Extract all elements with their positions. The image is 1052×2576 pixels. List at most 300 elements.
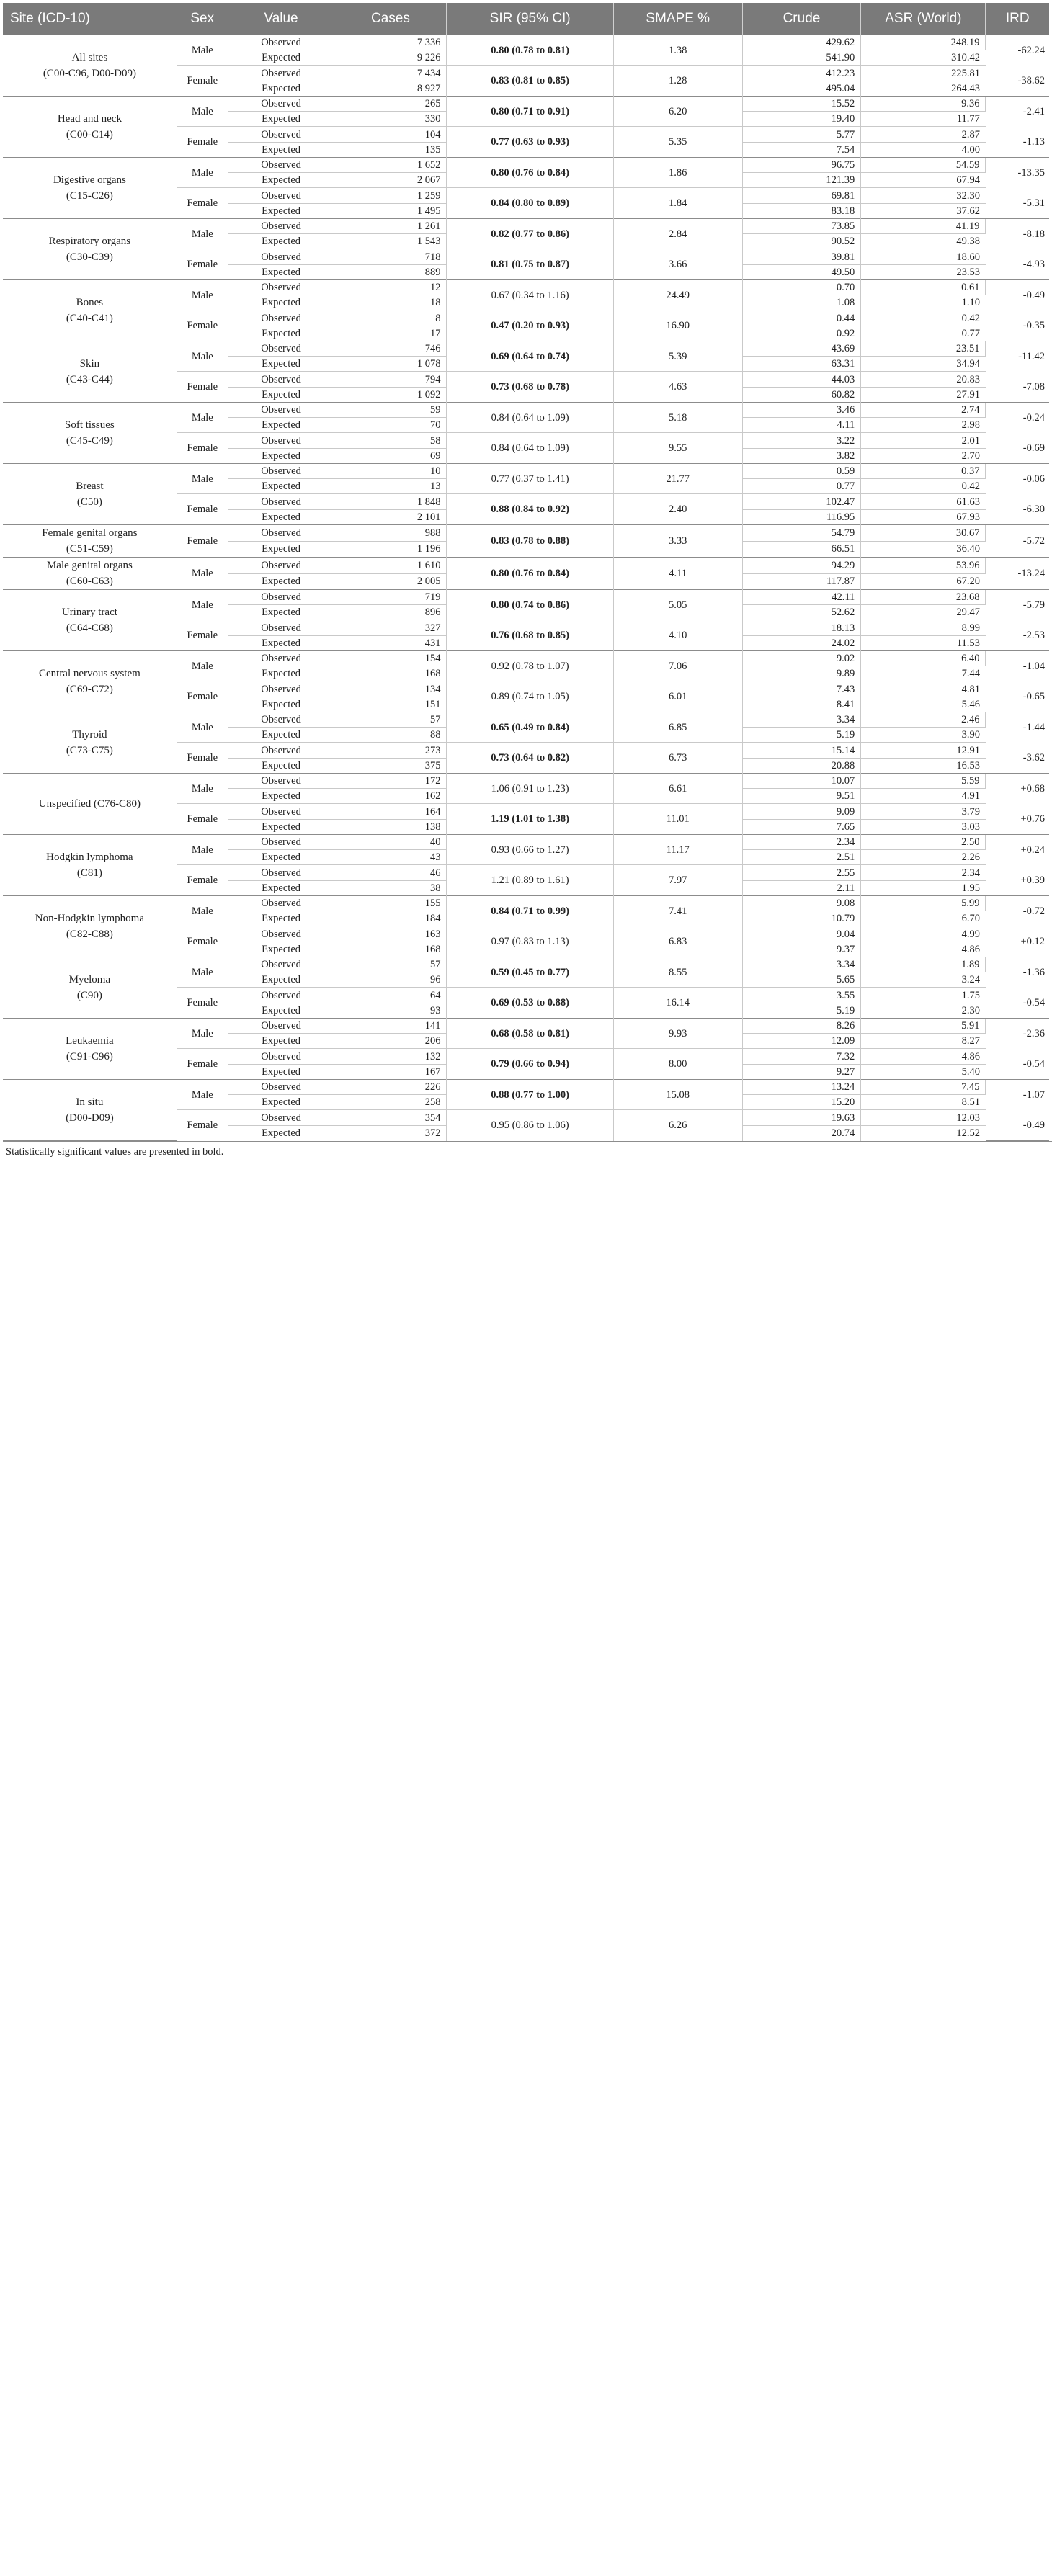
crude-expected: 2.51 [742,850,861,865]
cases-expected: 1 543 [334,234,447,249]
sex-cell: Female [177,1049,228,1080]
cases-observed: 155 [334,896,447,911]
sir-cell: 0.73 (0.64 to 0.82) [447,743,613,774]
ird-cell [986,896,1049,957]
crude-observed: 3.55 [742,988,861,1003]
cases-expected: 1 196 [334,541,447,558]
value-label: Expected [228,758,334,773]
table-row [3,590,1049,605]
crude-observed: 3.22 [742,433,861,448]
ird-value: -4.93 [1022,259,1045,270]
smape-cell: 7.97 [613,865,742,896]
crude-expected: 90.52 [742,234,861,249]
table-row [3,35,1049,50]
crude-expected: 9.51 [742,789,861,804]
crude-observed: 7.43 [742,681,861,697]
smape-cell: 6.20 [613,97,742,127]
crude-observed: 7.32 [742,1049,861,1064]
value-label: Observed [228,1080,334,1095]
cases-observed: 1 610 [334,558,447,574]
ird-cell [986,219,1049,280]
cases-observed: 10 [334,464,447,479]
crude-expected: 5.19 [742,728,861,743]
cases-observed: 134 [334,681,447,697]
asr-expected: 16.53 [956,759,980,772]
ird-value: -0.72 [1022,905,1045,917]
site-name: Soft tissues [65,419,115,431]
value-label: Expected [228,326,334,341]
sex-cell: Female [177,926,228,957]
sex-cell: Female [177,988,228,1019]
value-label: Expected [228,142,334,157]
site-code: (C43-C44) [66,374,113,385]
crude-expected: 495.04 [742,81,861,96]
cases-expected: 96 [334,972,447,988]
asr-observed: 2.74 [861,403,986,418]
cases-expected: 2 005 [334,573,447,590]
crude-expected: 7.65 [742,819,861,834]
asr-observed: 2.87 [861,127,986,142]
cases-expected: 1 495 [334,203,447,218]
asr-expected: 67.94 [956,174,980,187]
smape-cell: 9.55 [613,433,742,464]
crude-expected: 5.19 [742,1003,861,1018]
ird-value: -62.24 [1017,45,1045,56]
asr-observed: 12.03 [861,1110,986,1126]
value-label: Observed [228,558,334,574]
value-label: Observed [228,219,334,234]
sir-cell: 0.59 (0.45 to 0.77) [447,957,613,988]
asr-observed: 0.37 [861,464,986,479]
sir-cell: 0.65 (0.49 to 0.84) [447,712,613,743]
crude-observed: 412.23 [742,66,861,81]
crude-observed: 9.09 [742,804,861,819]
crude-observed: 9.02 [742,651,861,666]
value-label: Expected [228,50,334,66]
sir-cell: 0.88 (0.84 to 0.92) [447,494,613,525]
sir-cell: 1.06 (0.91 to 1.23) [447,774,613,804]
asr-observed: 54.59 [861,158,986,173]
crude-expected: 63.31 [742,357,861,372]
table-row [3,1019,1049,1034]
cases-expected: 69 [334,448,447,463]
cases-expected: 13 [334,479,447,494]
ird-value: -0.54 [1022,1058,1045,1070]
asr-observed: 248.19 [861,35,986,50]
asr-expected: 2.70 [961,450,980,462]
cases-observed: 719 [334,590,447,605]
table-row [3,97,1049,112]
cases-expected: 168 [334,942,447,957]
smape-cell: 11.17 [613,835,742,865]
crude-expected: 117.87 [742,573,861,590]
value-label: Expected [228,911,334,926]
value-label: Observed [228,865,334,880]
asr-observed: 7.45 [861,1080,986,1095]
sex-cell: Female [177,865,228,896]
sex-cell: Female [177,620,228,651]
value-label: Observed [228,188,334,203]
sex-cell: Female [177,494,228,525]
smape-cell: 2.84 [613,219,742,249]
asr-expected: 11.77 [956,113,980,125]
value-label: Observed [228,681,334,697]
site-cell [3,341,177,403]
cases-observed: 1 261 [334,219,447,234]
site-cell [3,97,177,158]
ird-cell [986,1080,1049,1141]
value-label: Observed [228,127,334,142]
ird-value: -0.54 [1022,997,1045,1009]
value-label: Observed [228,310,334,326]
cases-expected: 896 [334,605,447,620]
crude-observed: 19.63 [742,1110,861,1126]
sir-cell: 0.68 (0.58 to 0.81) [447,1019,613,1049]
asr-expected: 34.94 [956,358,980,370]
sir-cell: 1.21 (0.89 to 1.61) [447,865,613,896]
crude-observed: 0.44 [742,310,861,326]
asr-expected: 2.30 [961,1004,980,1016]
value-label: Observed [228,804,334,819]
ird-cell [986,158,1049,219]
value-label: Observed [228,372,334,387]
smape-cell: 5.39 [613,341,742,372]
site-cell [3,35,177,97]
ird-cell [986,280,1049,341]
value-label: Expected [228,112,334,127]
smape-cell: 24.49 [613,280,742,310]
site-code: (C64-C68) [66,622,113,634]
site-code: (C00-C14) [66,129,113,140]
header-sir: SIR (95% CI) [447,3,613,35]
smape-cell: 3.33 [613,525,742,558]
cases-observed: 746 [334,341,447,357]
table-row [3,957,1049,972]
smape-cell: 6.83 [613,926,742,957]
asr-expected: 67.20 [956,576,980,588]
value-label: Observed [228,590,334,605]
ird-value: -11.42 [1018,351,1045,362]
header-ird: IRD [986,3,1049,35]
cases-observed: 57 [334,957,447,972]
header-crude: Crude [742,3,861,35]
site-name: Hodgkin lymphoma [46,851,133,863]
asr-expected: 4.00 [961,143,980,156]
cases-expected: 93 [334,1003,447,1018]
sir-cell: 0.77 (0.63 to 0.93) [447,127,613,158]
site-name: Male genital organs [46,560,133,571]
site-code: (C81) [76,867,102,879]
table-row [3,774,1049,789]
ird-value: -1.36 [1022,967,1045,978]
table-row [3,280,1049,295]
value-label: Observed [228,896,334,911]
site-code: (C40-C41) [66,313,113,324]
smape-cell: 4.11 [613,558,742,590]
asr-expected: 0.42 [961,480,980,493]
ird-value: -13.35 [1017,167,1045,179]
crude-expected: 9.37 [742,942,861,957]
cases-observed: 40 [334,835,447,850]
crude-observed: 73.85 [742,219,861,234]
smape-cell: 15.08 [613,1080,742,1110]
smape-cell: 5.35 [613,127,742,158]
cases-expected: 2 101 [334,509,447,524]
ird-value: -8.18 [1022,228,1045,240]
asr-observed: 61.63 [861,494,986,509]
value-label: Expected [228,789,334,804]
crude-expected: 1.08 [742,295,861,310]
ird-value: -5.72 [1022,535,1045,547]
crude-expected: 20.88 [742,758,861,773]
crude-observed: 15.52 [742,97,861,112]
value-label: Observed [228,774,334,789]
cases-expected: 135 [334,142,447,157]
sex-cell: Male [177,1019,228,1049]
ird-cell [986,464,1049,525]
cases-observed: 46 [334,865,447,880]
table-row [3,1080,1049,1095]
sex-cell: Female [177,372,228,403]
table-row [3,712,1049,728]
sir-cell: 0.84 (0.80 to 0.89) [447,188,613,219]
crude-observed: 96.75 [742,158,861,173]
value-label: Observed [228,66,334,81]
asr-observed: 53.96 [861,558,986,574]
cases-expected: 372 [334,1126,447,1141]
asr-observed: 5.91 [861,1019,986,1034]
asr-observed: 1.89 [861,957,986,972]
cases-expected: 2 067 [334,173,447,188]
value-label: Expected [228,1126,334,1141]
smape-cell: 2.40 [613,494,742,525]
cases-expected: 43 [334,850,447,865]
crude-observed: 54.79 [742,525,861,542]
sir-cell: 0.79 (0.66 to 0.94) [447,1049,613,1080]
value-label: Expected [228,264,334,279]
asr-observed: 5.59 [861,774,986,789]
value-label: Expected [228,1095,334,1110]
sex-cell: Female [177,310,228,341]
asr-observed: 225.81 [861,66,986,81]
crude-observed: 2.55 [742,865,861,880]
value-label: Expected [228,418,334,433]
crude-observed: 3.46 [742,403,861,418]
asr-expected: 7.44 [961,668,980,680]
smape-cell: 11.01 [613,804,742,835]
ird-value: -1.13 [1022,136,1045,148]
cases-expected: 9 226 [334,50,447,66]
value-label: Expected [228,448,334,463]
crude-observed: 3.34 [742,957,861,972]
asr-expected: 8.51 [961,1096,980,1109]
sex-cell: Female [177,249,228,280]
value-label: Expected [228,605,334,620]
asr-expected: 3.90 [961,729,980,741]
sex-cell: Female [177,127,228,158]
site-cell [3,464,177,525]
asr-expected: 67.93 [956,511,980,523]
site-code: (C50) [76,496,102,508]
site-code: (C00-C96, D00-D09) [43,68,136,79]
asr-observed: 4.86 [861,1049,986,1064]
value-label: Expected [228,573,334,590]
site-cell [3,403,177,464]
asr-observed: 4.99 [861,926,986,942]
site-cell [3,774,177,835]
value-label: Expected [228,81,334,96]
sir-cell: 1.19 (1.01 to 1.38) [447,804,613,835]
value-label: Expected [228,173,334,188]
smape-cell: 1.38 [613,35,742,66]
table-row [3,558,1049,574]
site-name: Thyroid [72,729,107,741]
sex-cell: Male [177,712,228,743]
sir-cell: 0.82 (0.77 to 0.86) [447,219,613,249]
asr-expected: 27.91 [956,388,980,401]
sex-cell: Male [177,957,228,988]
crude-observed: 44.03 [742,372,861,387]
smape-cell: 6.85 [613,712,742,743]
sex-cell: Female [177,743,228,774]
sir-cell: 0.67 (0.34 to 1.16) [447,280,613,310]
table-row [3,464,1049,479]
site-cell [3,1019,177,1080]
asr-observed: 30.67 [861,525,986,542]
sir-cell: 0.80 (0.76 to 0.84) [447,158,613,188]
value-label: Expected [228,509,334,524]
value-label: Expected [228,1034,334,1049]
cases-expected: 1 092 [334,387,447,402]
value-label: Expected [228,387,334,402]
site-cell [3,558,177,590]
cases-observed: 8 [334,310,447,326]
value-label: Observed [228,341,334,357]
crude-expected: 5.65 [742,972,861,988]
asr-observed: 8.99 [861,620,986,635]
ird-cell [986,525,1049,558]
site-name: Breast [76,480,104,492]
value-label: Observed [228,957,334,972]
ird-cell [986,651,1049,712]
value-label: Observed [228,835,334,850]
sex-cell: Male [177,835,228,865]
smape-cell: 5.05 [613,590,742,620]
ird-value: -3.62 [1022,752,1045,764]
crude-expected: 10.79 [742,911,861,926]
ird-value: -5.31 [1022,197,1045,209]
smape-cell: 1.86 [613,158,742,188]
cases-expected: 138 [334,819,447,834]
crude-observed: 15.14 [742,743,861,758]
asr-expected: 12.52 [956,1127,980,1140]
cases-expected: 206 [334,1034,447,1049]
crude-observed: 13.24 [742,1080,861,1095]
value-label: Expected [228,479,334,494]
value-label: Observed [228,1049,334,1064]
smape-cell: 6.61 [613,774,742,804]
smape-cell: 8.00 [613,1049,742,1080]
ird-cell [986,403,1049,464]
site-name: Central nervous system [38,668,141,679]
cases-observed: 141 [334,1019,447,1034]
site-name: Unspecified (C76-C80) [38,798,141,810]
value-label: Expected [228,972,334,988]
site-code: (D00-D09) [66,1112,114,1124]
smape-cell: 5.18 [613,403,742,433]
site-cell [3,525,177,558]
sir-cell: 0.81 (0.75 to 0.87) [447,249,613,280]
ird-value: -7.08 [1022,381,1045,393]
cases-expected: 88 [334,728,447,743]
sex-cell: Male [177,590,228,620]
value-label: Expected [228,295,334,310]
sex-cell: Female [177,804,228,835]
value-label: Observed [228,403,334,418]
sex-cell: Male [177,341,228,372]
sir-cell: 0.80 (0.78 to 0.81) [447,35,613,66]
site-code: (C90) [76,990,102,1001]
cases-expected: 18 [334,295,447,310]
table-row [3,835,1049,850]
sex-cell: Female [177,525,228,558]
ird-value: -13.24 [1017,568,1045,579]
sir-cell: 0.97 (0.83 to 1.13) [447,926,613,957]
asr-expected: 1.10 [961,297,980,309]
sex-cell: Female [177,681,228,712]
asr-expected: 2.98 [961,419,980,431]
ird-value: -2.41 [1022,106,1045,117]
value-label: Expected [228,697,334,712]
cases-observed: 57 [334,712,447,728]
cases-observed: 1 848 [334,494,447,509]
sex-cell: Female [177,66,228,97]
value-label: Observed [228,280,334,295]
sir-cell: 0.92 (0.78 to 1.07) [447,651,613,681]
smape-cell: 6.73 [613,743,742,774]
crude-expected: 116.95 [742,509,861,524]
header-smape: SMAPE % [613,3,742,35]
site-code: (C82-C88) [66,929,113,940]
cases-observed: 172 [334,774,447,789]
cases-expected: 8 927 [334,81,447,96]
asr-expected: 29.47 [956,607,980,619]
ird-cell [986,590,1049,651]
asr-expected: 0.77 [961,327,980,339]
cases-observed: 59 [334,403,447,418]
site-code: (C60-C63) [66,576,113,587]
value-label: Expected [228,203,334,218]
ird-cell [986,35,1049,97]
sir-cell: 0.83 (0.81 to 0.85) [447,66,613,97]
site-code: (C15-C26) [66,190,113,202]
ird-value: +0.39 [1020,875,1045,886]
cases-observed: 154 [334,651,447,666]
asr-expected: 8.27 [961,1035,980,1047]
smape-cell: 21.77 [613,464,742,494]
crude-observed: 102.47 [742,494,861,509]
ird-value: -0.24 [1022,412,1045,424]
table-body [3,35,1049,1141]
cases-expected: 38 [334,880,447,895]
site-code: (C30-C39) [66,251,113,263]
sir-cell: 0.69 (0.64 to 0.74) [447,341,613,372]
value-label: Expected [228,635,334,650]
site-cell [3,896,177,957]
cases-observed: 265 [334,97,447,112]
asr-expected: 6.70 [961,913,980,925]
value-label: Observed [228,988,334,1003]
